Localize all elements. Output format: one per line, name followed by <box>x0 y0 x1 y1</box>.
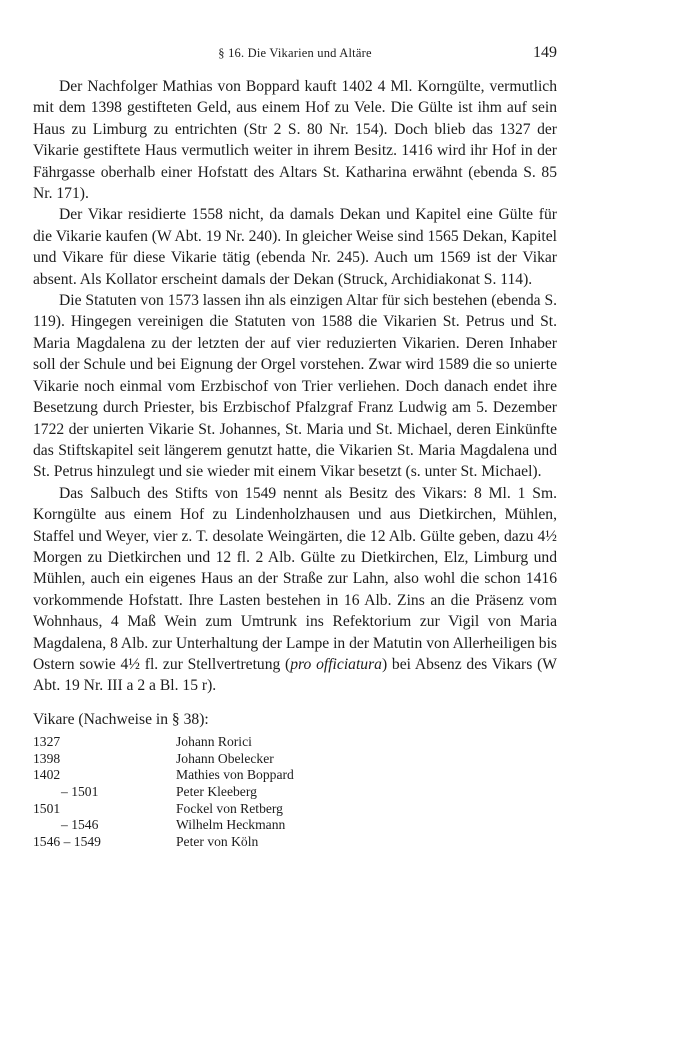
vicar-name: Wilhelm Heckmann <box>176 817 286 833</box>
vicar-row <box>33 784 294 801</box>
latin-term: pro officiatura <box>290 655 382 673</box>
paragraph-3 <box>33 290 557 483</box>
vicar-row <box>33 751 294 768</box>
vicar-list-heading: Vikare (Nachweise in § 38): <box>33 710 209 728</box>
vicar-list <box>33 734 294 850</box>
paragraph-text-cont: ) bei Absenz des Vikars (W Abt. 19 Nr. III a 2 a Bl. 15 r). <box>33 655 557 695</box>
vicar-name: Johann Rorici <box>176 734 252 750</box>
running-header <box>33 44 557 64</box>
vicar-date: 1327 <box>33 734 61 750</box>
vicar-name: Peter Kleeberg <box>176 783 257 799</box>
section-title: § 16. Die Vikarien und Altäre <box>218 46 372 60</box>
vicar-row <box>33 801 294 818</box>
vicar-row <box>33 734 294 751</box>
paragraph-1 <box>33 76 557 204</box>
vicar-name: Johann Obelecker <box>176 750 274 766</box>
vicar-date: 1501 <box>33 800 61 816</box>
page-body <box>33 76 557 850</box>
paragraph-4 <box>33 483 557 697</box>
vicar-date: – 1501 <box>61 783 99 799</box>
paragraph-text: Das Salbuch des Stifts von 1549 nennt als Besitz des Vikars: 8 Ml. 1 Sm. Korngülte aus einem Hof zu Lindenholzhausen und aus Dietkirchen, Mühlen, Staffel und Weyer, vier z. T. desolate Weingärten, die 12 Alb. Gülte geben, dazu 4½ Morgen zu Dietkirchen und 12 fl. 2 Alb. Gülte zu Dietkirchen, Elz, Limburg und Mühlen, auch ein eigenes Haus an der Straße zur Lahn, also wohl die schon 1416 vorkommende Hofstatt. Ihre Lasten bestehen in 16 Alb. Zins an die Präsenz vom Wohnhaus, 4 Maß Wein zum Umtrunk ins Refektorium zur Vigil von Maria Magdalena, 8 Alb. zur Unterhaltung der Lampe in der Matutin von Allerheiligen bis Ostern sowie 4½ fl. zur Stellvertretung ( <box>33 484 557 673</box>
vicar-date: 1402 <box>33 767 61 783</box>
vicar-row <box>33 767 294 784</box>
vicar-date: – 1546 <box>61 817 99 833</box>
page-number: 149 <box>533 44 557 61</box>
paragraph-text: Die Statuten von 1573 lassen ihn als einzigen Altar für sich bestehen (ebenda S. 119). Hingegen vereinigen die Statuten von 1588 die Vikarien St. Petrus und St. Maria Magdalena zu der letzten der auf vier reduzierten Vikarien. Deren Inhaber soll der Schule und bei Eignung der Orgel vorstehen. Zwar wird 1589 die so unierte Vikarie noch einmal vom Erzbischof von Trier verliehen. Doch danach endet ihre Besetzung durch Priester, bis Erzbischof Pfalzgraf Franz Ludwig am 5. Dezember 1722 der unierten Vikarie St. Johannes, St. Maria und St. Michael, deren Einkünfte das Stiftskapitel seit längerem genutzt hatte, die Vikarien St. Maria Magdalena und St. Petrus hinzulegt und sie wieder mit einem Vikar besetzt (s. unter St. Michael). <box>33 292 558 481</box>
vicar-name: Peter von Köln <box>176 833 259 849</box>
vicar-row <box>33 834 294 851</box>
vicar-date: 1398 <box>33 750 61 766</box>
paragraph-text: Der Vikar residierte 1558 nicht, da damals Dekan und Kapitel eine Gülte für die Vikarie kaufen (W Abt. 19 Nr. 240). In gleicher Weise sind 1565 Dekan, Kapitel und Vikare für diese Vikarie tätig (ebenda Nr. 245). Auch um 1569 ist der Vikar absent. Als Kollator erscheint damals der Dekan (Struck, Archidiakonat S. 114). <box>33 206 557 288</box>
vicar-date: 1546 – 1549 <box>33 833 101 849</box>
vicar-row <box>33 817 294 834</box>
vicar-name: Fockel von Retberg <box>176 800 283 816</box>
paragraph-text: Der Nachfolger Mathias von Boppard kauft 1402 4 Ml. Korngülte, vermutlich mit dem 1398 gestifteten Geld, aus einem Hof zu Vele. Die Gülte ist ihm auf sein Haus zu Limburg zu entrichten (Str 2 S. 80 Nr. 154). Doch blieb das 1327 der Vikarie gestiftete Haus vermutlich weiter in ihrem Besitz. 1416 wird ihr Hof in der Fährgasse oberhalb einer Hofstatt des Altars St. Katharina erwähnt (ebenda S. 85 Nr. 171). <box>33 78 557 203</box>
paragraph-2 <box>33 204 557 290</box>
vicar-name: Mathies von Boppard <box>176 767 294 783</box>
